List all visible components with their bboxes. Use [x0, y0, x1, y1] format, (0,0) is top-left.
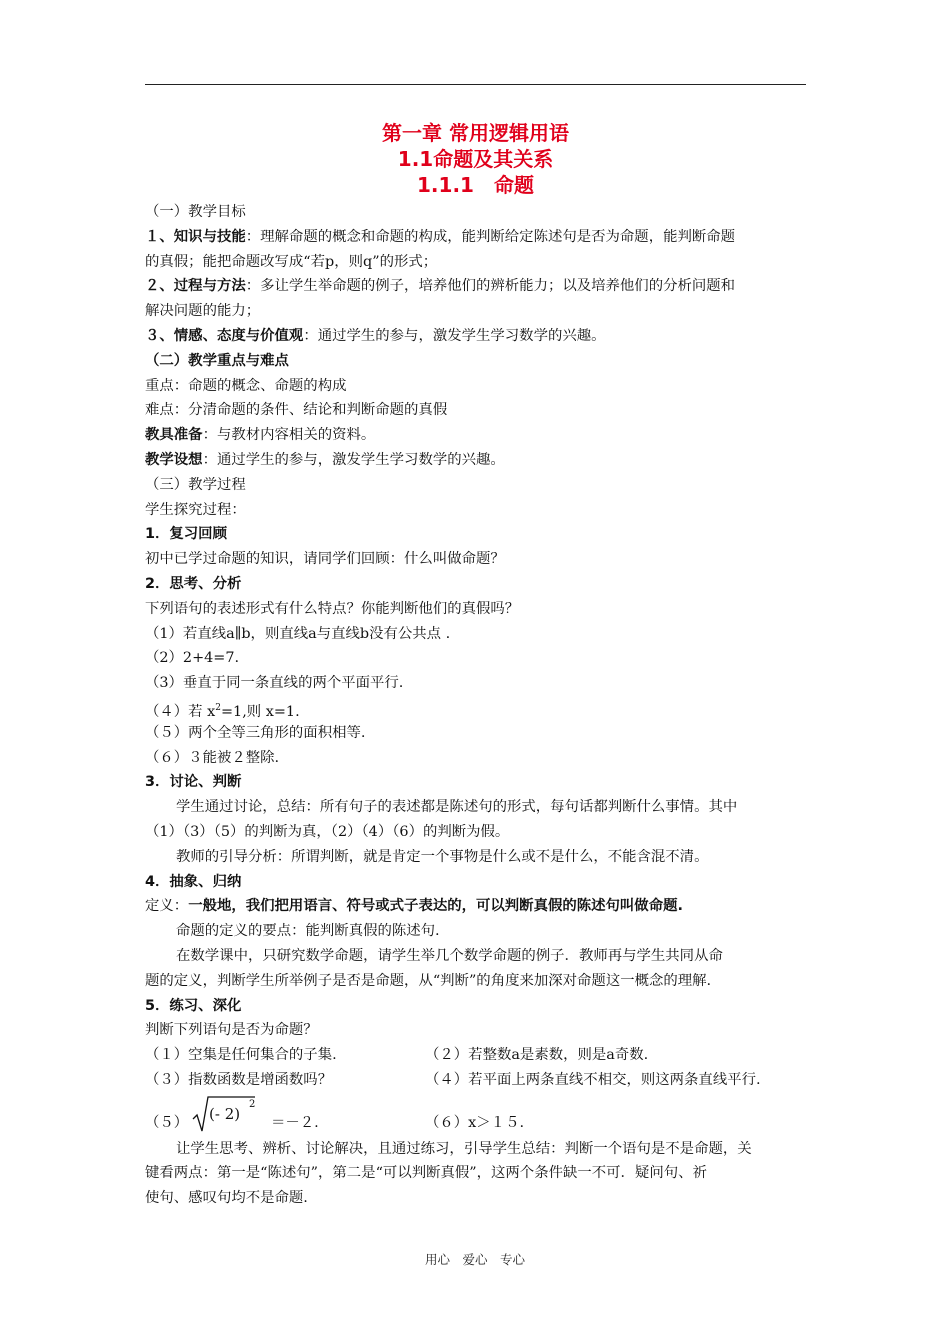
objective-2: ２、过程与方法：多让学生举命题的例子，培养他们的辨析能力；以及培养他们的分析问题和	[145, 278, 736, 295]
square-root-formula	[191, 1093, 261, 1137]
teaching-idea: 教学设想：通过学生的参与，激发学生学习数学的兴趣。	[145, 451, 505, 468]
objective-2-cont: 解决问题的能力；	[145, 303, 261, 320]
statement-4: （４）若 $x^2=1$,则 x=1.	[145, 702, 300, 720]
summary-text-cont: 键看两点：第一是“陈述句”，第二是“可以判断真假”，这两个条件缺一不可．疑问句、祈	[145, 1165, 707, 1182]
step-5-heading: 5．练习、深化	[145, 997, 242, 1014]
document-body	[145, 200, 810, 1211]
exercise-row-3	[145, 1093, 810, 1137]
exercise-6: （６）x＞１５.	[425, 1114, 525, 1131]
key-point: 重点：命题的概念、命题的构成	[145, 377, 347, 394]
objective-3: ３、情感、态度与价值观：通过学生的参与，激发学生学习数学的兴趣。	[145, 327, 606, 344]
statement-2: （2）2+4=7.	[145, 650, 240, 667]
exercise-5-label: （５）	[145, 1114, 189, 1131]
difficult-point: 难点：分清命题的条件、结论和判断命题的真假	[145, 402, 448, 419]
statement-3: （3）垂直于同一条直线的两个平面平行.	[145, 675, 404, 692]
statement-6: （６）３能被２整除.	[145, 749, 280, 766]
sqrt-radicand: (- 2)	[209, 1104, 241, 1123]
math-proposition-text-cont: 题的定义，判断学生所举例子是否是命题，从“判断”的角度来加深对命题这一概念的理解.	[145, 972, 712, 989]
definition-key-point: 命题的定义的要点：能判断真假的陈述句.	[176, 923, 440, 940]
exercise-5-rest: ＝－２.	[271, 1114, 319, 1131]
step-2-heading: 2．思考、分析	[145, 575, 242, 592]
summary-text: 让学生思考、辨析、讨论解决，且通过练习，引导学生总结：判断一个语句是不是命题，关	[176, 1140, 752, 1157]
teacher-analysis: 教师的引导分析：所谓判断，就是肯定一个事物是什么或不是什么，不能含混不清。	[176, 848, 709, 865]
exercise-3: （３）指数函数是增函数吗？	[145, 1071, 333, 1088]
page-footer: 用心 爱心 专心	[424, 1252, 525, 1267]
exercise-row-2	[145, 1068, 810, 1093]
step-2-question: 下列语句的表述形式有什么特点？你能判断他们的真假吗？	[145, 600, 520, 617]
sqrt-exponent: 2	[249, 1098, 256, 1110]
title-block	[145, 120, 806, 198]
step-3-text-cont: （1）（3）（5）的判断为真，（2）（4）（6）的判断为假。	[145, 823, 510, 840]
step-4-heading: 4．抽象、归纳	[145, 873, 242, 890]
exercise-4: （４）若平面上两条直线不相交，则这两条直线平行.	[425, 1071, 761, 1088]
process-heading: （三）教学过程	[145, 476, 246, 493]
statement-1: （1）若直线a∥b，则直线a与直线b没有公共点 .	[145, 625, 451, 642]
chapter-title: 第一章 常用逻辑用语	[382, 121, 569, 145]
statement-5: （５）两个全等三角形的面积相等.	[145, 724, 366, 741]
section-title: 1.1命题及其关系	[397, 147, 554, 171]
summary-text-end: 使句、感叹句均不是命题.	[145, 1190, 308, 1207]
header-rule	[145, 84, 806, 85]
subsection-title: 1.1.1 命题	[417, 173, 534, 197]
inquiry-label: 学生探究过程：	[145, 501, 246, 518]
exercise-question: 判断下列语句是否为命题？	[145, 1022, 318, 1039]
exercise-2: （２）若整数a是素数，则是a奇数.	[425, 1047, 649, 1064]
step-1-heading: 1．复习回顾	[145, 526, 227, 543]
exercise-row-1	[145, 1043, 810, 1068]
step-3-text: 学生通过讨论，总结：所有句子的表述都是陈述句的形式，每句话都判断什么事情。其中	[176, 799, 738, 816]
exercise-1: （１）空集是任何集合的子集.	[145, 1047, 337, 1064]
key-points-heading: （二）教学重点与难点	[145, 352, 289, 369]
teaching-aids: 教具准备：与教材内容相关的资料。	[145, 427, 376, 444]
definition: 定义：一般地，我们把用语言、符号或式子表达的，可以判断真假的陈述句叫做命题.	[145, 898, 683, 915]
math-proposition-text: 在数学课中，只研究数学命题，请学生举几个数学命题的例子．教师再与学生共同从命	[176, 947, 723, 964]
objective-1: １、知识与技能：理解命题的概念和命题的构成，能判断给定陈述句是否为命题，能判断命题	[145, 228, 736, 245]
objective-1-cont: 的真假；能把命题改写成“若p，则q”的形式；	[145, 253, 438, 270]
step-1-text: 初中已学过命题的知识，请同学们回顾：什么叫做命题？	[145, 551, 505, 568]
step-3-heading: 3．讨论、判断	[145, 774, 242, 791]
objectives-heading: （一）教学目标	[145, 204, 246, 220]
